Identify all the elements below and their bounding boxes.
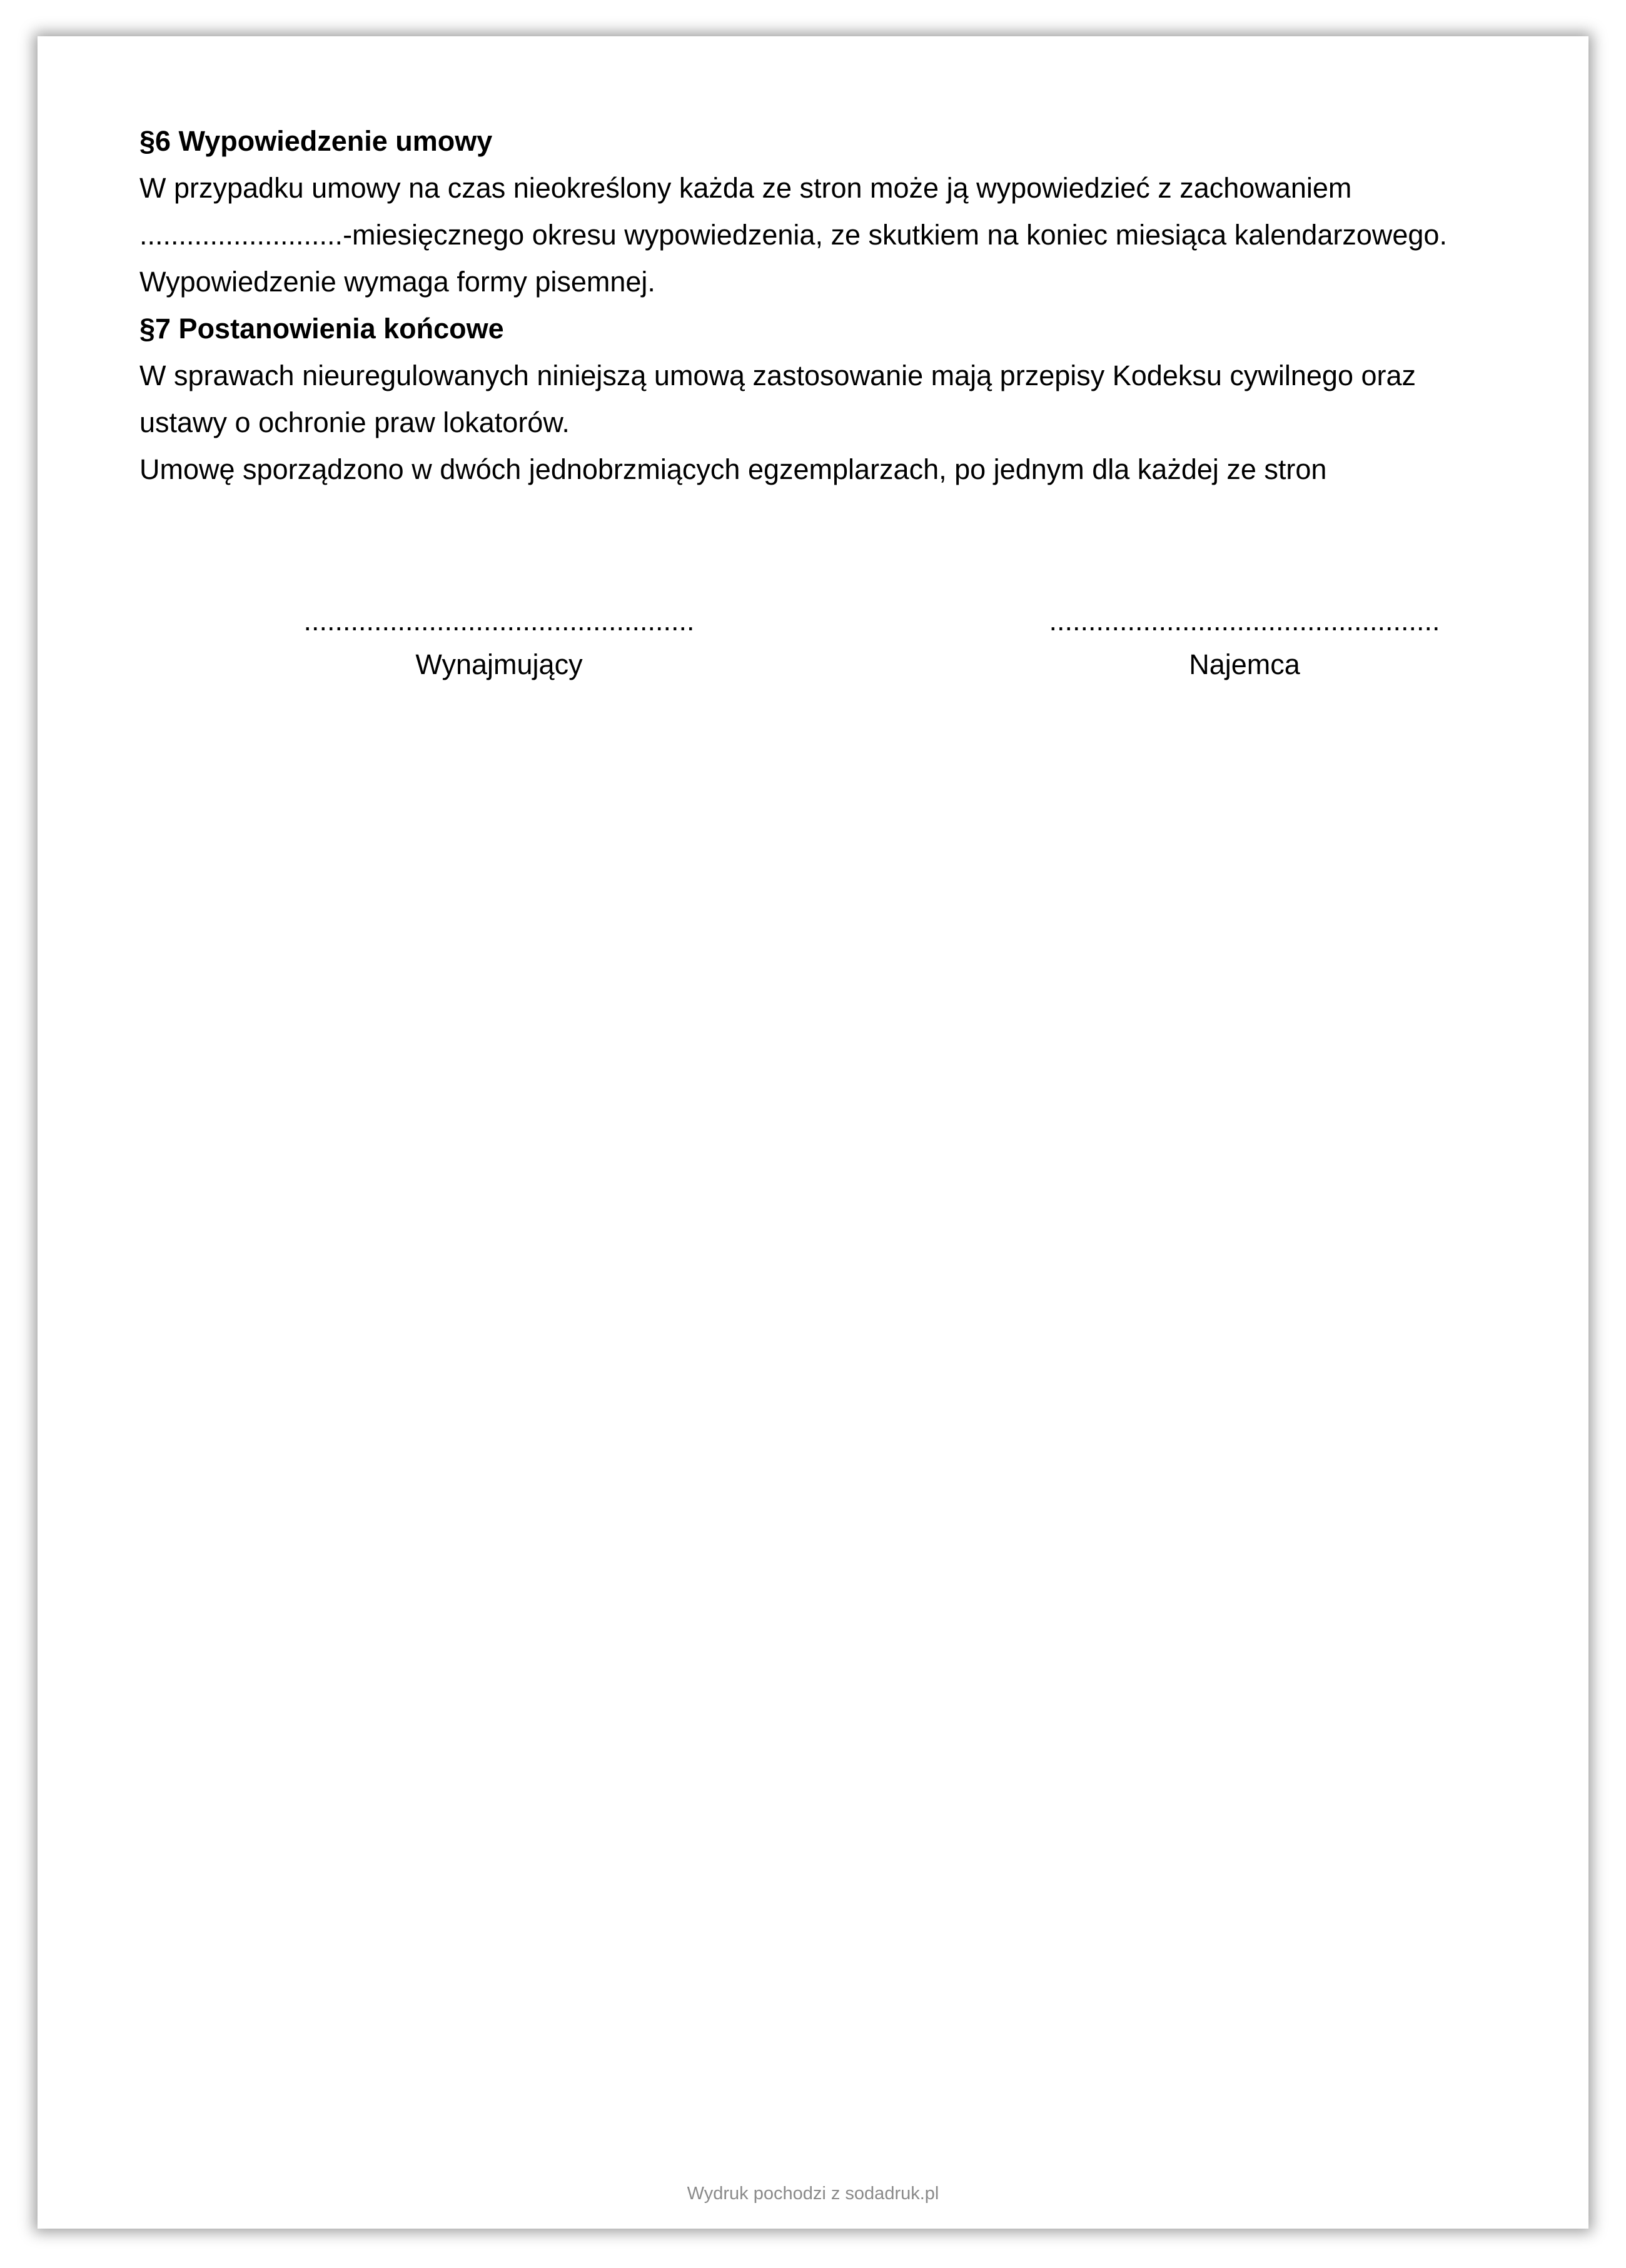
tenant-signature-line: .................................................. [1049,605,1440,637]
section-6-heading: §6 Wypowiedzenie umowy [139,125,493,157]
section-6-line-3: Wypowiedzenie wymaga formy pisemnej. [139,266,655,298]
signature-area [38,599,1588,724]
tenant-signature [994,599,1495,687]
document-page [38,36,1588,2229]
section-7-line-3: Umowę sporządzono w dwóch jednobrzmiących egzemplarzach, po jednym dla każdej ze stron [139,453,1327,485]
page-footer: Wydruk pochodzi z sodadruk.pl [687,2184,939,2204]
landlord-signature-line: .................................................. [303,605,695,637]
section-6-line-1: W przypadku umowy na czas nieokreślony każda ze stron może ją wypowiedzieć z zachowaniem [139,172,1352,204]
landlord-signature [249,599,749,687]
landlord-signature-label: Wynajmujący [415,648,583,680]
section-7-heading: §7 Postanowienia końcowe [139,313,504,345]
section-7-line-1: W sprawach nieuregulowanych niniejszą umową zastosowanie mają przepisy Kodeksu cywilnego oraz [139,360,1416,391]
section-7-line-2: ustawy o ochronie praw lokatorów. [139,406,570,438]
section-6-line-2: ..........................-miesięcznego okresu wypowiedzenia, ze skutkiem na koniec miesiąca kalendarzowego. [139,219,1447,251]
document-content [139,118,1515,493]
tenant-signature-label: Najemca [1189,648,1300,680]
